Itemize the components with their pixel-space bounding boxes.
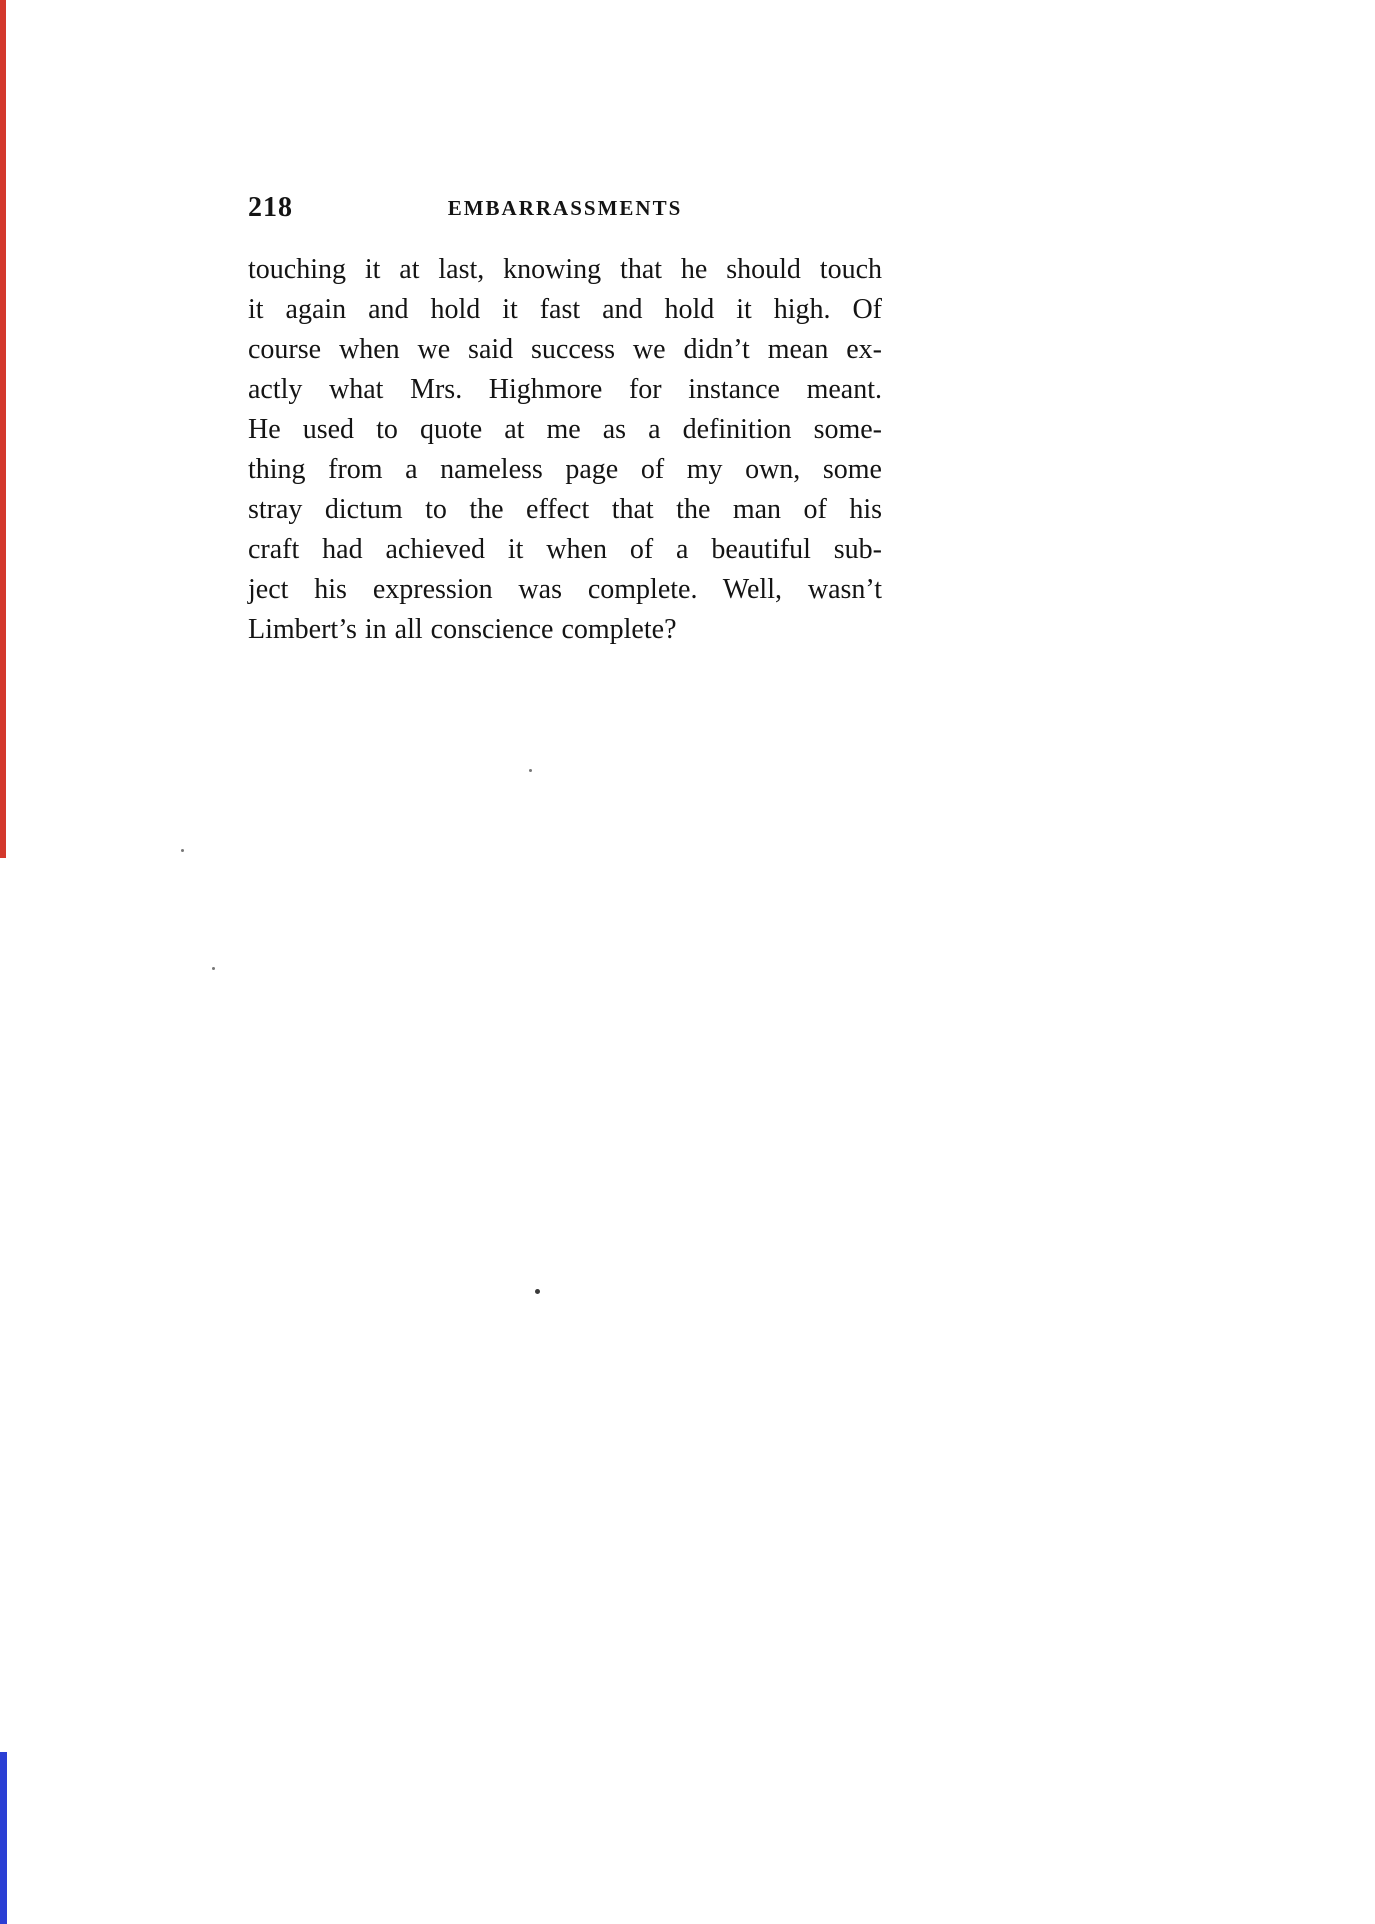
text-block bbox=[248, 192, 882, 650]
text-line: it again and hold it fast and hold it high. Of bbox=[248, 294, 882, 325]
text-line: craft had achieved it when of a beautiful sub- bbox=[248, 534, 882, 565]
text-line: stray dictum to the effect that the man of his bbox=[248, 494, 882, 525]
scan-speck bbox=[181, 849, 184, 852]
text-line: Limbert’s in all conscience complete? bbox=[248, 614, 677, 645]
page-header-row bbox=[248, 192, 882, 228]
scan-edge-artifact-blue bbox=[0, 1752, 7, 1924]
text-line: course when we said success we didn’t mean ex- bbox=[248, 334, 882, 365]
page-number: 218 bbox=[248, 192, 293, 223]
scan-speck bbox=[529, 769, 532, 772]
text-line: actly what Mrs. Highmore for instance meant. bbox=[248, 374, 882, 405]
scan-edge-artifact-red bbox=[0, 0, 6, 858]
text-line: touching it at last, knowing that he should touch bbox=[248, 254, 882, 285]
scan-speck bbox=[535, 1289, 540, 1294]
paragraph bbox=[248, 250, 882, 650]
running-header: EMBARRASSMENTS bbox=[447, 196, 683, 220]
text-line: thing from a nameless page of my own, some bbox=[248, 454, 882, 485]
text-line: He used to quote at me as a definition some- bbox=[248, 414, 882, 445]
text-line: ject his expression was complete. Well, wasn’t bbox=[248, 574, 882, 605]
scan-speck bbox=[212, 967, 215, 970]
